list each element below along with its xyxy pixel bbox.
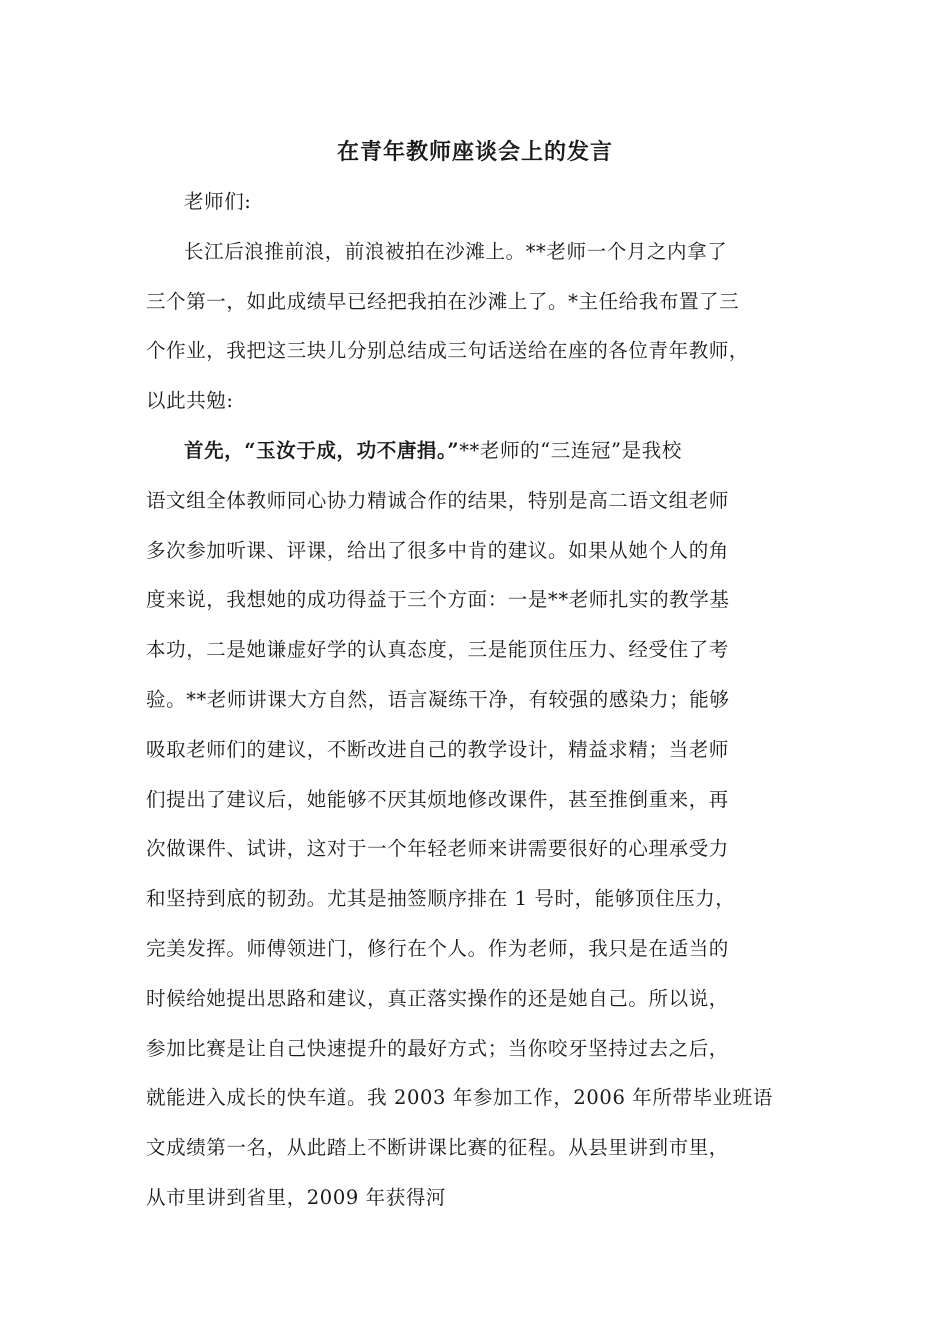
salutation: 老师们:	[184, 190, 252, 213]
paragraph-line: 们提出了建议后，她能够不厌其烦地修改课件，甚至推倒重来，再	[146, 787, 729, 811]
paragraph-line: 个作业，我把这三块儿分别总结成三句话送给在座的各位青年教师，	[146, 339, 750, 363]
paragraph-line: 本功，二是她谦虚好学的认真态度，三是能顶住压力、经受住了考	[146, 638, 729, 662]
document-body	[146, 182, 806, 1228]
paragraph-line: 度来说，我想她的成功得益于三个方面：一是**老师扎实的教学基	[146, 588, 730, 612]
paragraph-line: 从市里讲到省里，2009 年获得河	[146, 1185, 447, 1209]
paragraph-line: 时候给她提出思路和建议，真正落实操作的还是她自己。所以说，	[146, 986, 729, 1010]
paragraph-line: 文成绩第一名，从此踏上不断讲课比赛的征程。从县里讲到市里，	[146, 1136, 729, 1160]
paragraph-line: 三个第一，如此成绩早已经把我拍在沙滩上了。*主任给我布置了三	[146, 289, 740, 313]
paragraph-line: 和坚持到底的韧劲。尤其是抽签顺序排在 1 号时，能够顶住压力，	[146, 887, 736, 911]
paragraph-line	[146, 431, 806, 481]
paragraph-line: 验。**老师讲课大方自然，语言凝练干净，有较强的感染力；能够	[146, 687, 730, 711]
paragraph-line: 次做课件、试讲，这对于一个年轻老师来讲需要很好的心理承受力	[146, 837, 729, 861]
paragraph-line: 长江后浪推前浪，前浪被拍在沙滩上。**老师一个月之内拿了	[184, 239, 728, 263]
paragraph-lead: 首先，“玉汝于成，功不唐捐。”	[184, 438, 460, 462]
paragraph-line: 吸取老师们的建议，不断改进自己的教学设计，精益求精；当老师	[146, 737, 729, 761]
paragraph-line: 多次参加听课、评课，给出了很多中肯的建议。如果从她个人的角	[146, 538, 729, 562]
paragraph-line: 参加比赛是让自己快速提升的最好方式；当你咬牙坚持过去之后，	[146, 1036, 729, 1060]
paragraph-line: 就能进入成长的快车道。我 2003 年参加工作，2006 年所带毕业班语	[146, 1086, 773, 1110]
document-title: 在青年教师座谈会上的发言	[336, 139, 613, 165]
paragraph-line: 完美发挥。师傅领进门，修行在个人。作为老师，我只是在适当的	[146, 936, 729, 960]
paragraph-line: 以此共勉:	[146, 389, 234, 413]
paragraph-line: 语文组全体教师同心协力精诚合作的结果，特别是高二语文组老师	[146, 488, 729, 512]
paragraph-line-rest: **老师的“三连冠”是我校	[459, 438, 682, 462]
